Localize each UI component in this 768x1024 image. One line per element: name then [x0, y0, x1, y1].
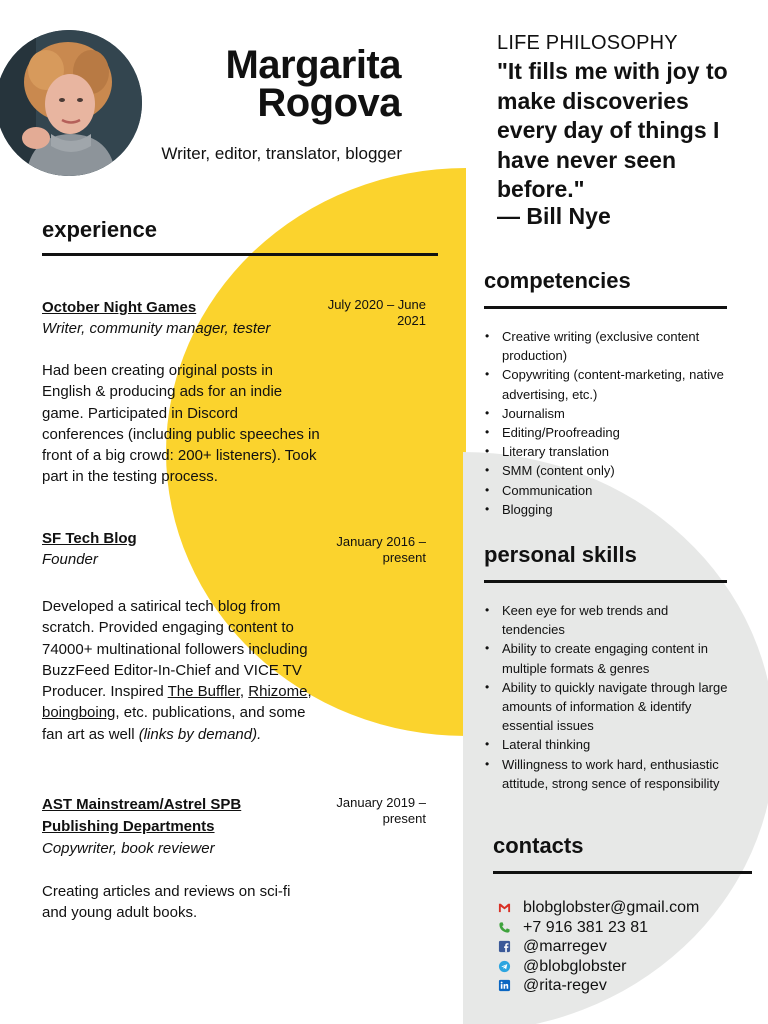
portrait-photo — [0, 30, 142, 176]
list-item: • Copywriting (content-marketing, native advertising, etc.) — [484, 365, 724, 403]
contact-value: @blobglobster — [523, 957, 627, 975]
description-text: Developed a satirical tech blog from scratch. Provided engaging content to 74000+ multinational followers including BuzzFeed Editor-In-Chief and VICE TV Producer. Inspired — [42, 598, 308, 701]
experience-divider — [42, 253, 438, 256]
list-item: • SMM (content only) — [484, 461, 724, 480]
list-item: • Journalism — [484, 404, 724, 423]
person-name — [225, 43, 401, 125]
phone-icon — [497, 920, 511, 934]
telegram-icon — [497, 959, 511, 973]
contact-facebook[interactable] — [497, 937, 699, 957]
job-dates: January 2019 – present — [336, 795, 426, 826]
contact-linkedin[interactable] — [497, 976, 699, 996]
contacts-heading: contacts — [493, 833, 584, 858]
contacts-divider — [493, 871, 752, 874]
job-description: Had been creating original posts in English & producing ads for an indie game. Participated in Discord conferences (including public speeches in front of a big crowd: 200+ listeners). Took part in the testing process. — [42, 362, 320, 486]
job-description — [42, 596, 314, 745]
job-title-october-night-games[interactable]: October Night Games — [42, 299, 197, 316]
description-note: (links by demand). — [138, 725, 262, 743]
gmail-icon — [497, 901, 511, 915]
philosophy-quote: "It fills me with joy to make discoveries every day of things I have never seen before." — [497, 58, 728, 202]
description-text: , etc. publications, and some fan art as well — [42, 704, 306, 743]
list-item: • Keen eye for web trends and tendencies — [484, 601, 729, 639]
list-item: • Blogging — [484, 500, 724, 519]
quote-author: — Bill Nye — [497, 203, 611, 229]
separator: , — [307, 683, 312, 701]
job-title-sf-tech-blog[interactable]: SF Tech Blog — [42, 530, 137, 547]
contact-phone[interactable] — [497, 918, 699, 938]
contact-value: @marregev — [523, 938, 607, 955]
contact-value: +7 916 381 23 81 — [523, 918, 649, 936]
separator: , — [239, 683, 249, 701]
personal-skills-divider — [484, 580, 727, 583]
experience-heading: experience — [42, 217, 157, 242]
job-description: Creating articles and reviews on sci-fi and young adult books. — [42, 883, 291, 922]
linkedin-icon — [497, 979, 511, 993]
philosophy-label: LIFE PHILOSOPHY — [497, 32, 678, 54]
contact-email[interactable] — [497, 898, 699, 918]
competencies-heading: competencies — [484, 268, 631, 293]
facebook-icon — [497, 940, 511, 954]
competencies-divider — [484, 306, 727, 309]
contacts-list — [497, 898, 699, 996]
contact-value: blobglobster@gmail.com — [523, 899, 700, 916]
list-item: • Ability to create engaging content in multiple formats & genres — [484, 639, 729, 677]
job-role: Founder — [42, 551, 98, 568]
job-role: Writer, community manager, tester — [42, 320, 271, 337]
competencies-list — [484, 327, 724, 519]
tagline: Writer, editor, translator, blogger — [161, 144, 402, 163]
link-the-buffler[interactable]: The Buffler — [167, 683, 240, 701]
job-role: Copywriter, book reviewer — [42, 840, 215, 857]
job-dates: January 2016 – present — [336, 534, 426, 565]
list-item: • Literary translation — [484, 442, 724, 461]
contact-telegram[interactable] — [497, 957, 699, 977]
list-item: • Willingness to work hard, enthusiastic attitude, strong sence of responsibility — [484, 755, 729, 793]
name-last: Rogova — [257, 81, 401, 125]
job-title-ast-mainstream[interactable]: AST Mainstream/Astrel SPB Publishing Departments — [42, 796, 242, 835]
personal-skills-list — [484, 601, 729, 793]
list-item: • Editing/Proofreading — [484, 423, 724, 442]
list-item: • Lateral thinking — [484, 735, 729, 754]
link-boingboing[interactable]: boingboing — [42, 704, 116, 722]
contact-value: @rita-regev — [523, 977, 607, 994]
link-rhizome[interactable]: Rhizome — [248, 683, 308, 701]
personal-skills-heading: personal skills — [484, 542, 637, 567]
job-dates: July 2020 – June 2021 — [327, 297, 426, 328]
name-first: Margarita — [225, 43, 401, 87]
avatar — [0, 30, 142, 176]
list-item: • Communication — [484, 481, 724, 500]
list-item: • Ability to quickly navigate through large amounts of information & identify essential issues — [484, 678, 729, 736]
list-item: • Creative writing (exclusive content production) — [484, 327, 724, 365]
